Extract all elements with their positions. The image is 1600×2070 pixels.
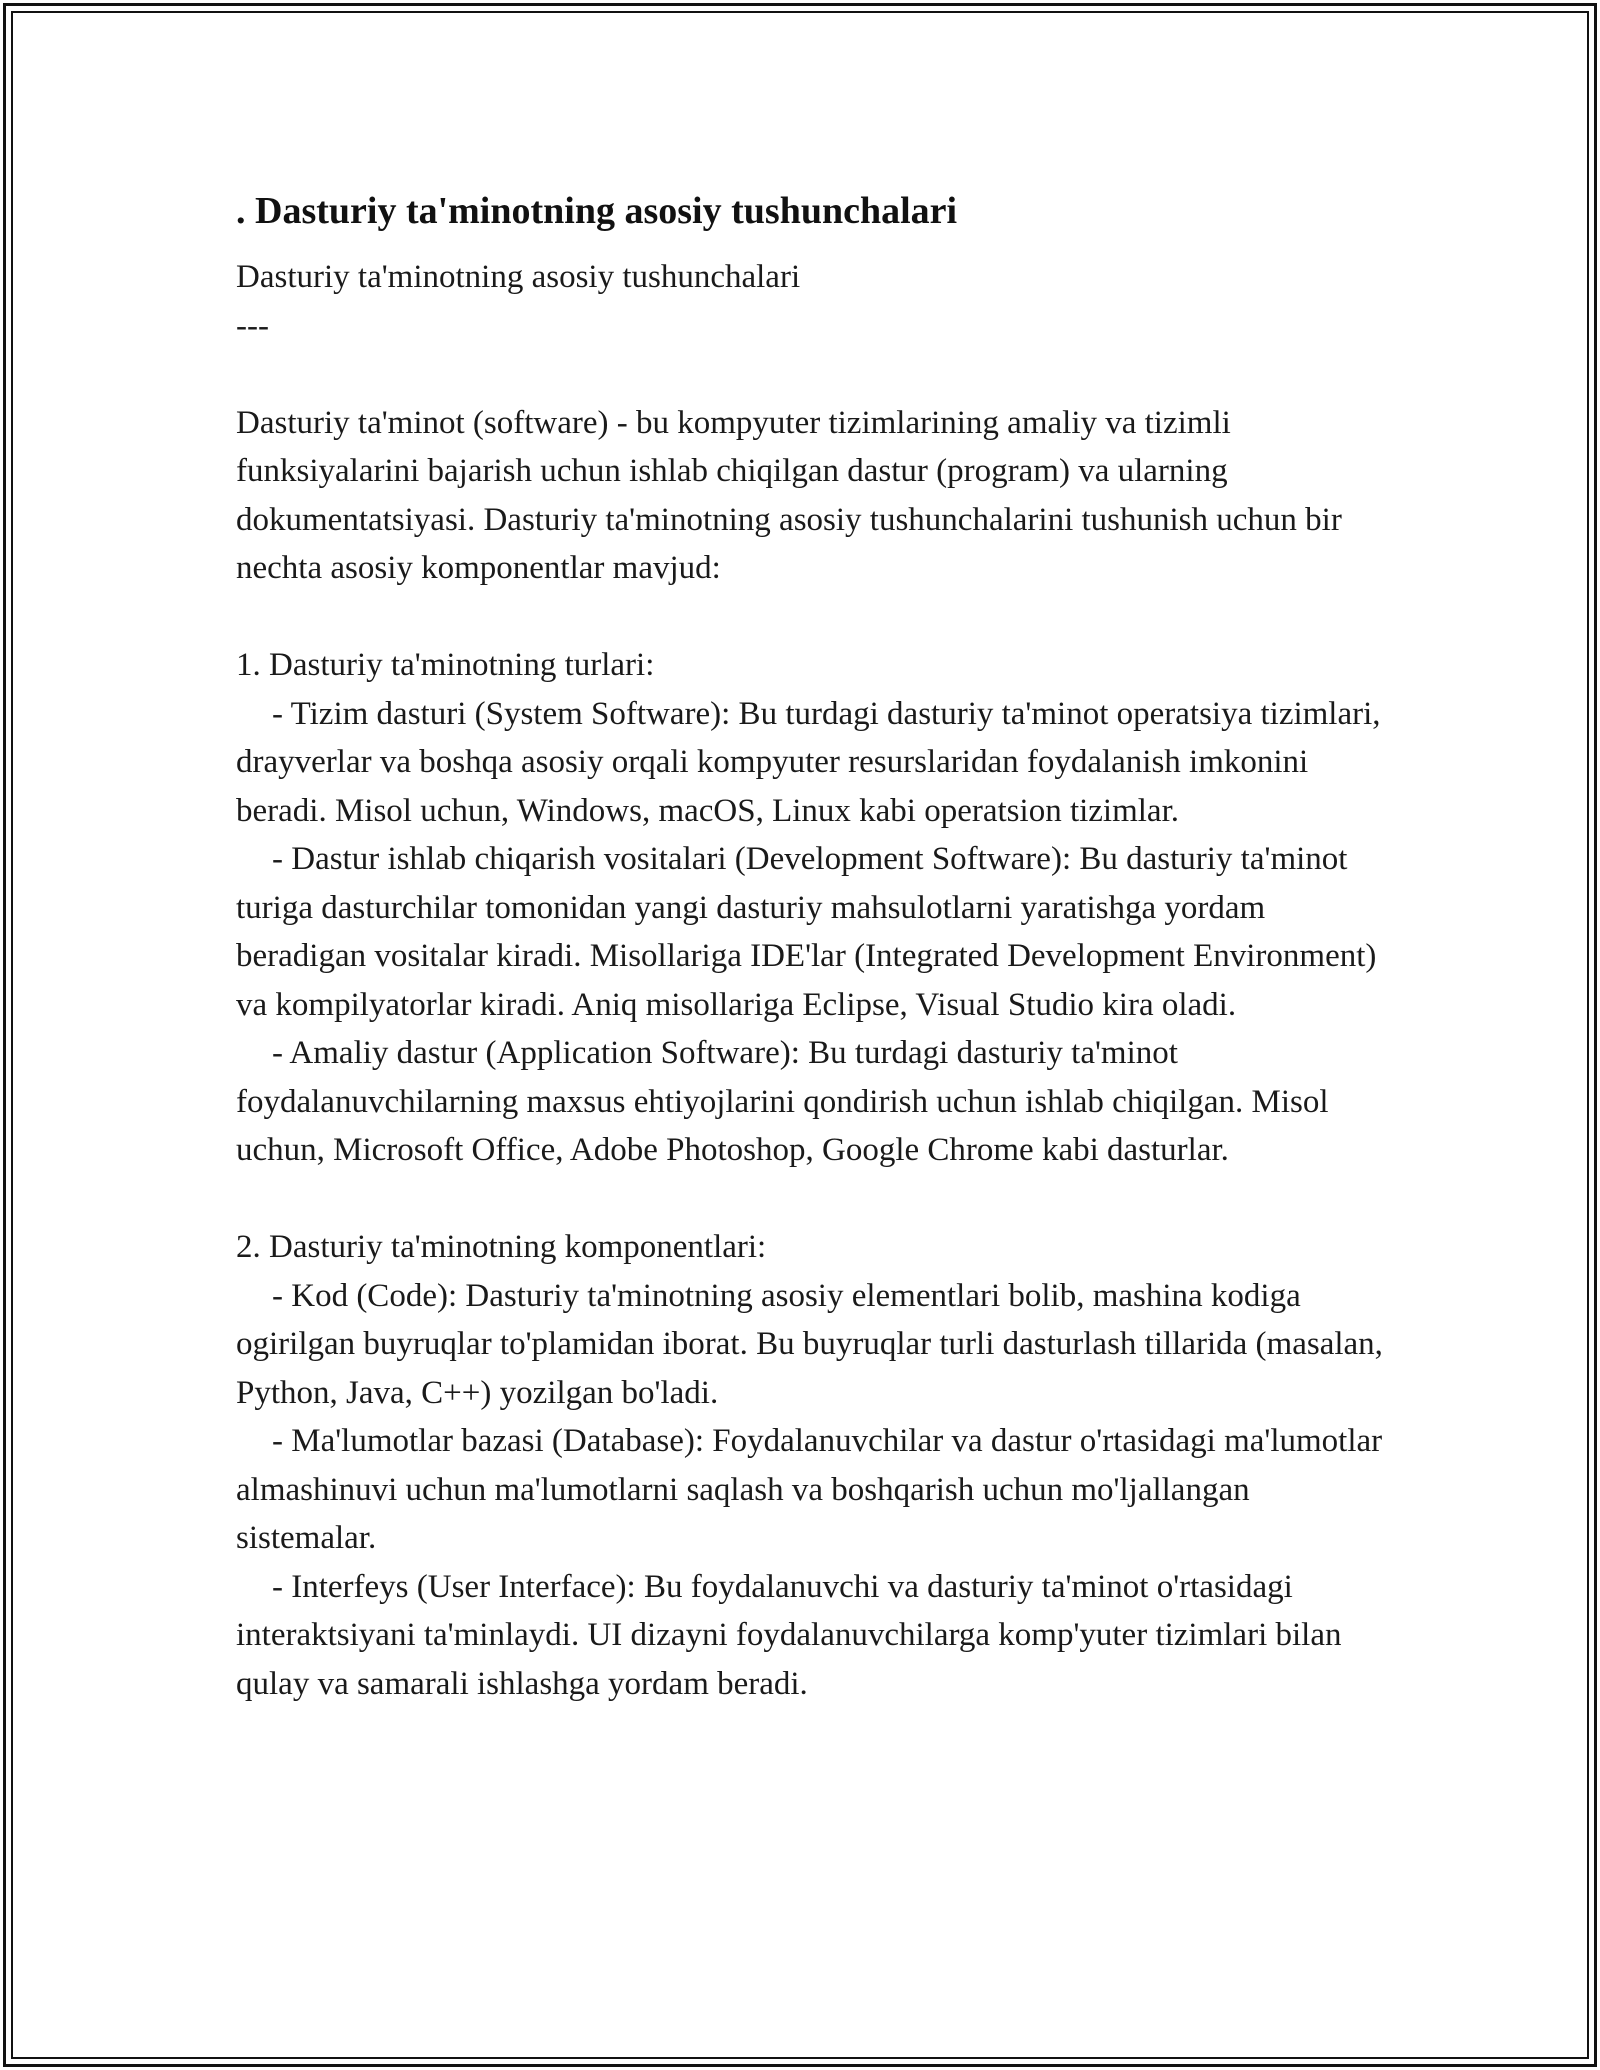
list-item: - Ma'lumotlar bazasi (Database): Foydalanuvchilar va dastur o'rtasidagi ma'lumotlar almashinuvi uchun ma'lumotlarni saqlash va boshqarish uchun mo'ljallangan sistemalar. [236,1423,1383,1556]
section-components [236,1223,1396,1708]
list-item: - Amaliy dastur (Application Software): Bu turdagi dasturiy ta'minot foydalanuvchilarning maxsus ehtiyojlarini qondirish uchun ishlab chiqilgan. Misol uchun, Microsoft Office, Adobe Photoshop, Google Chrome kabi dasturlar. [236,1035,1329,1168]
document-body [236,183,1396,1708]
list-item: - Kod (Code): Dasturiy ta'minotning asosiy elementlari bolib, mashina kodiga ogirilgan buyruqlar to'plamidan iborat. Bu buyruqlar turli dasturlash tillarida (masalan, Python, Java, C++) yozilgan bo'ladi. [236,1277,1383,1411]
list-item: - Tizim dasturi (System Software): Bu turdagi dasturiy ta'minot operatsiya tizimlari, drayverlar va boshqa asosiy orqali kompyuter resurslaridan foydalanish imkonini beradi. Misol uchun, Windows, macOS, Linux kabi operatsion tizimlar. [236,695,1381,829]
section-heading: 2. Dasturiy ta'minotning komponentlari: [236,1229,767,1265]
spacer [236,593,1396,642]
document-subtitle: Dasturiy ta'minotning asosiy tushunchalari [236,259,801,295]
list-item: - Interfeys (User Interface): Bu foydalanuvchi va dasturiy ta'minot o'rtasidagi interaktsiyani ta'minlaydi. UI dizayni foydalanuvchilarga komp'yuter tizimlari bilan qulay va samarali ishlashga yordam beradi. [236,1568,1342,1702]
section-types [236,641,1396,1175]
document-title: . Dasturiy ta'minotning asosiy tushunchalari [236,190,958,232]
list-item: - Dastur ishlab chiqarish vositalari (Development Software): Bu dasturiy ta'minot turiga dasturchilar tomonidan yangi dasturiy mahsulotlarni yaratishga yordam beradigan vositalar kiradi. Misollariga IDE'lar (Integrated Development Environment) va kompilyatorlar kiradi. Aniq misollariga Eclipse, Visual Studio kira oladi. [236,841,1377,1023]
intro-paragraph: Dasturiy ta'minot (software) - bu kompyuter tizimlarining amaliy va tizimli funksiyalarini bajarish uchun ishlab chiqilgan dastur (program) va ularning dokumentatsiyasi. Dasturiy ta'minotning asosiy tushunchalarini tushunish uchun bir nechta asosiy komponentlar mavjud: [236,404,1351,586]
section-heading: 1. Dasturiy ta'minotning turlari: [236,647,655,683]
spacer [236,350,1396,399]
spacer [236,1175,1396,1224]
separator: --- [236,307,269,344]
